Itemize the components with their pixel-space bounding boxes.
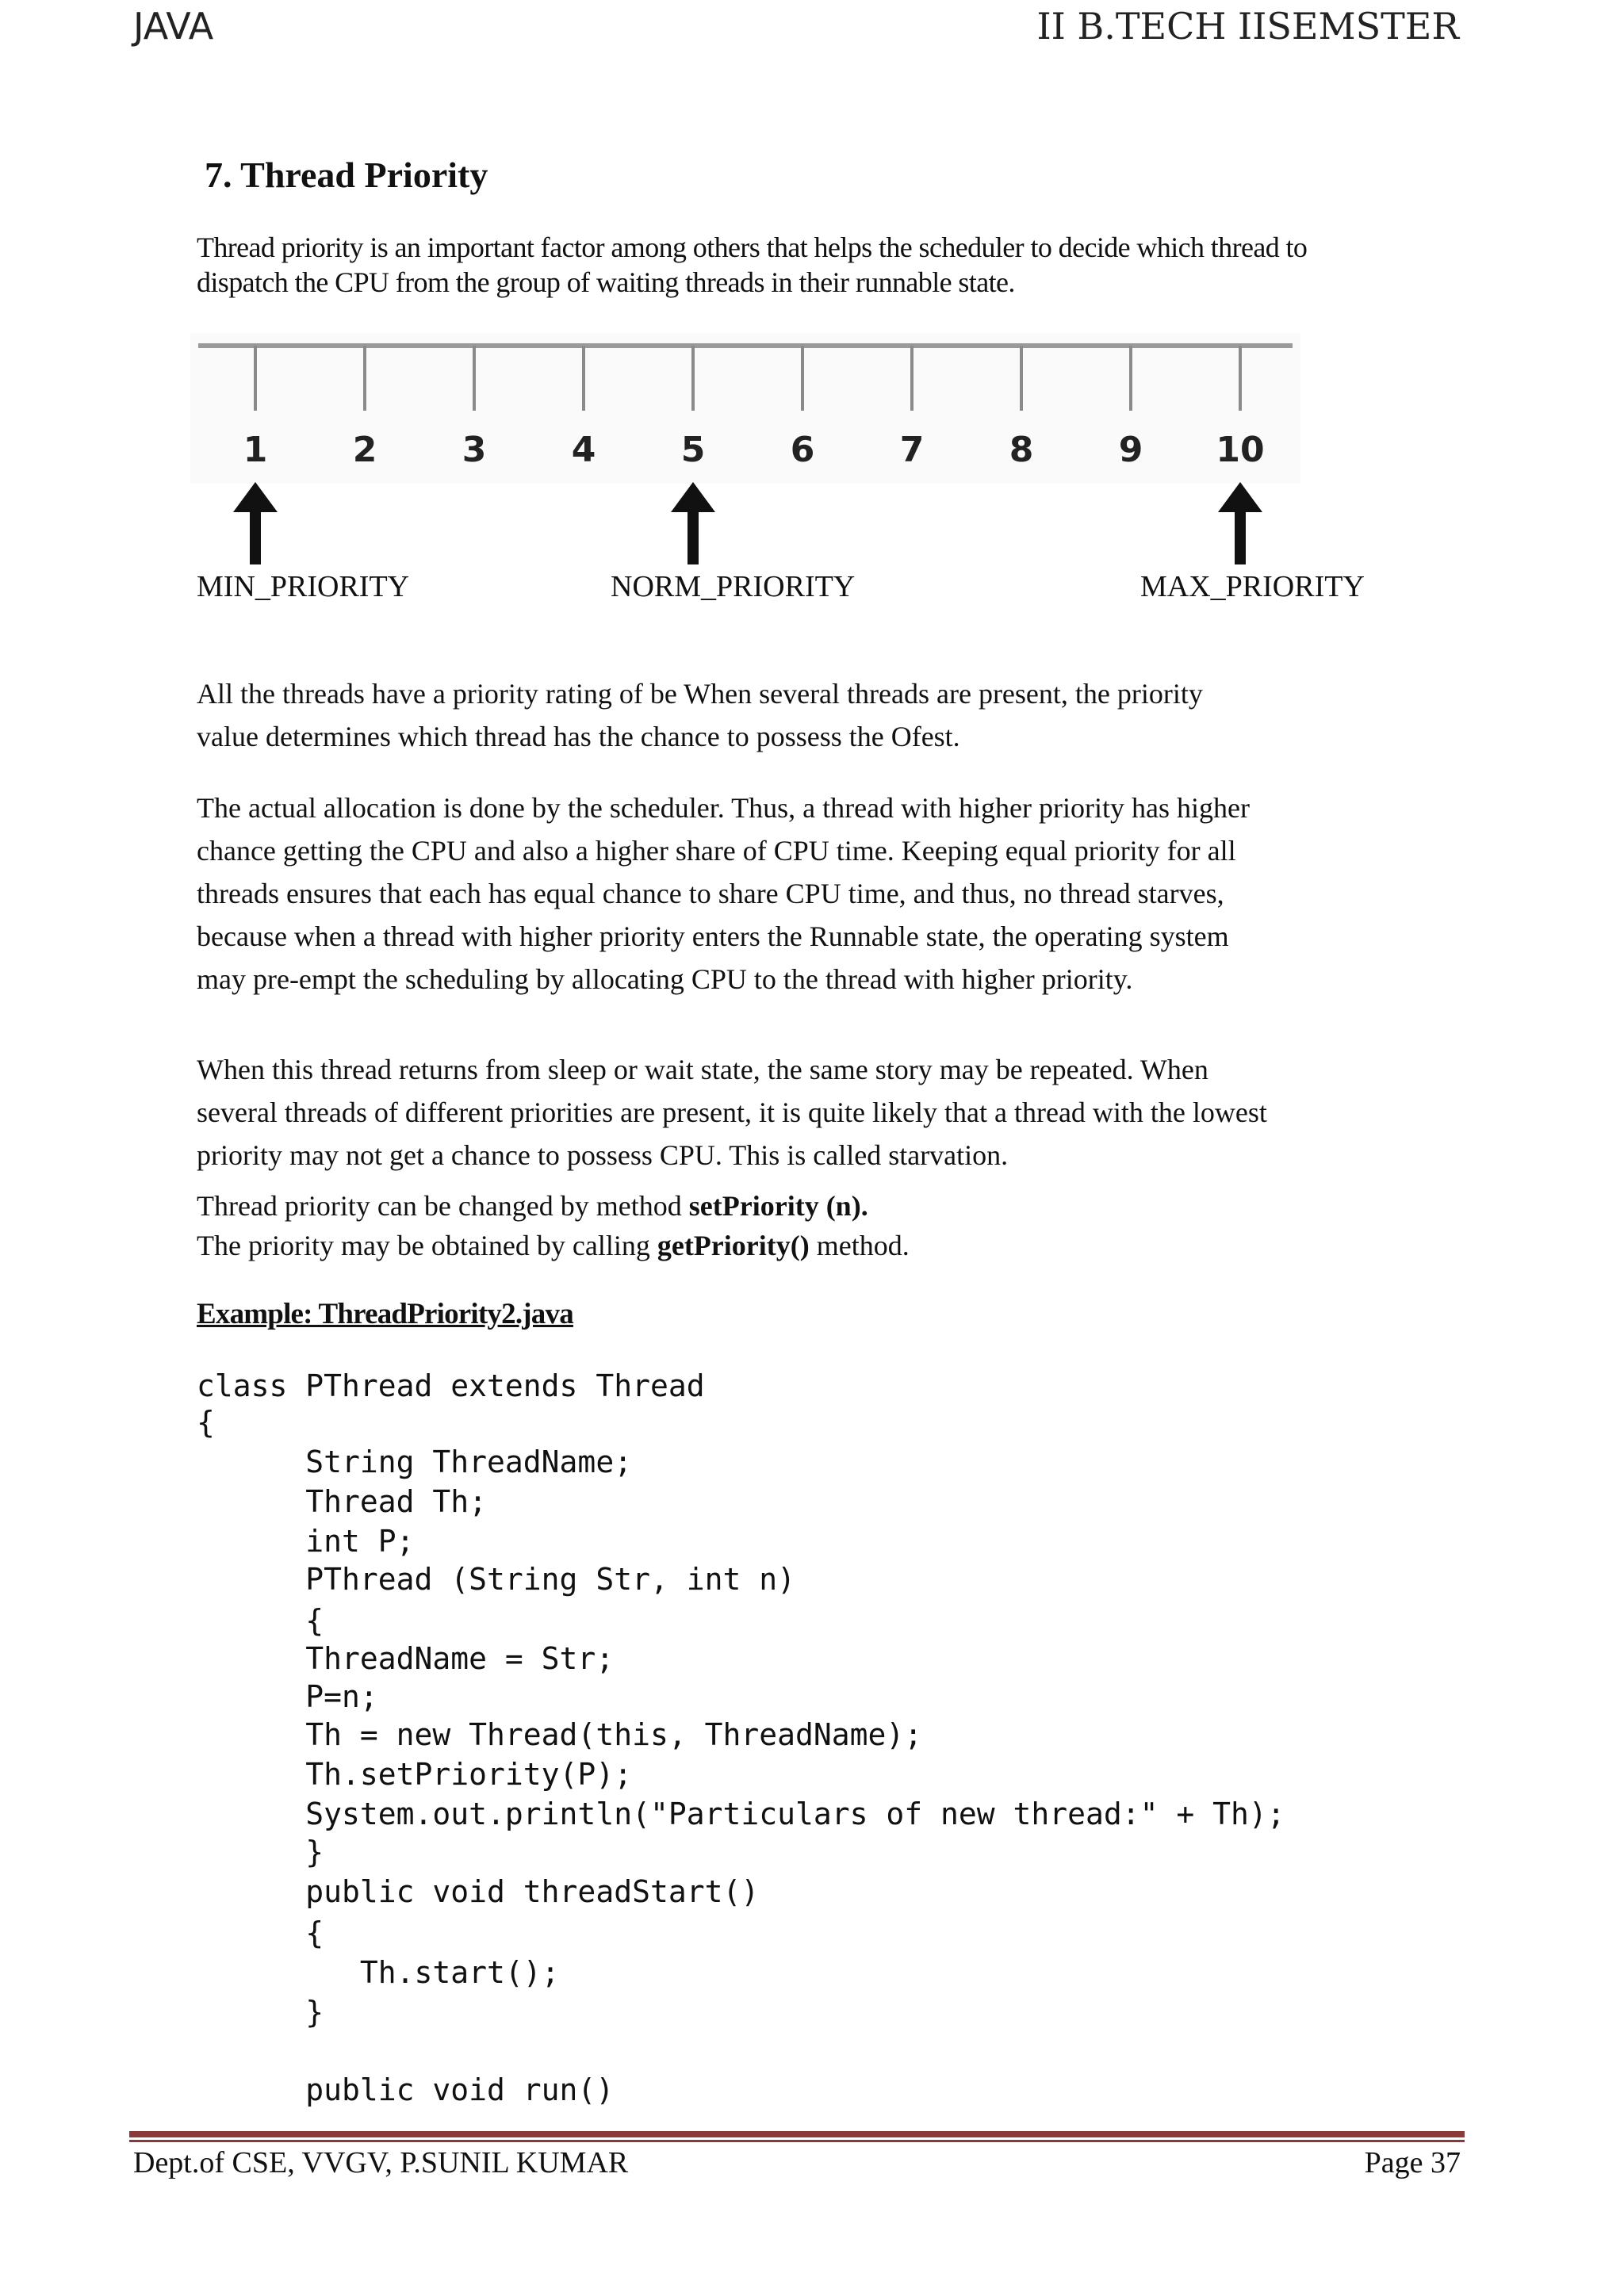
code-line: PThread (String Str, int n): [197, 1562, 795, 1597]
code-line: class PThread extends Thread: [197, 1368, 705, 1403]
code-line: public void run(): [197, 2072, 615, 2107]
code-line: Th.start();: [197, 1955, 560, 1990]
scale-number: 9: [1118, 430, 1143, 470]
paragraph-priority-rating: [197, 672, 1434, 758]
code-line: Th = new Thread(this, ThreadName);: [197, 1717, 923, 1752]
code-line: ThreadName = Str;: [197, 1641, 615, 1676]
set-priority-method: setPriority (n).: [688, 1190, 868, 1222]
text-line: All the threads have a priority rating of be When several threads are present, the priority: [197, 678, 1203, 710]
text-line: priority may not get a chance to possess CPU. This is called starvation.: [197, 1139, 1009, 1171]
code-line: String ThreadName;: [197, 1445, 633, 1479]
text-line: Thread priority is an important factor among others that helps the scheduler to decide which thread to: [197, 232, 1308, 263]
text-line: chance getting the CPU and also a higher share of CPU time. Keeping equal priority for all: [197, 835, 1236, 867]
header-course: II B.TECH IISEMSTER: [1036, 5, 1459, 48]
scale-number: 7: [899, 430, 925, 470]
code-line: }: [197, 1995, 324, 2030]
text-line: dispatch the CPU from the group of waiting threads in their runnable state.: [197, 266, 1015, 298]
priority-scale-figure: [190, 333, 1427, 630]
scale-number: 2: [352, 430, 377, 470]
scale-number: 4: [571, 430, 596, 470]
text-line: [197, 1226, 1434, 1265]
code-line: System.out.println("Particulars of new thread:" + Th);: [197, 1797, 1285, 1831]
paragraph-allocation: [197, 786, 1434, 1001]
code-line: }: [197, 1835, 324, 1869]
up-arrow-icon: [671, 482, 715, 564]
scale-number: 3: [462, 430, 487, 470]
paragraph-methods: [197, 1186, 1434, 1265]
max-priority-label: MAX_PRIORITY: [1140, 570, 1365, 603]
text-line: The actual allocation is done by the scheduler. Thus, a thread with higher priority has higher: [197, 792, 1250, 824]
code-line: P=n;: [197, 1679, 378, 1714]
min-priority-label: MIN_PRIORITY: [197, 570, 410, 603]
get-priority-method: getPriority(): [657, 1230, 810, 1261]
code-line: Th.setPriority(P);: [197, 1757, 633, 1792]
code-line: {: [197, 1405, 215, 1440]
up-arrow-icon: [233, 482, 278, 564]
page-number: Page 37: [1364, 2146, 1461, 2179]
scale-number: 10: [1216, 430, 1265, 470]
code-line: {: [197, 1915, 324, 1950]
scale-number: 1: [243, 430, 268, 470]
footer-rule: [129, 2131, 1465, 2145]
text-line: may pre-empt the scheduling by allocating CPU to the thread with higher priority.: [197, 963, 1133, 995]
section-title: 7. Thread Priority: [205, 155, 488, 195]
scale-number: 8: [1009, 430, 1034, 470]
text-line: When this thread returns from sleep or wait state, the same story may be repeated. When: [197, 1054, 1208, 1085]
norm-priority-label: NORM_PRIORITY: [611, 570, 856, 603]
method-text-tail: method.: [809, 1230, 910, 1261]
code-line: public void threadStart(): [197, 1874, 760, 1909]
code-line: Thread Th;: [197, 1484, 488, 1519]
text-line: [197, 1186, 1434, 1226]
paragraph-starvation: [197, 1048, 1434, 1177]
scale-number: 5: [680, 430, 706, 470]
text-line: value determines which thread has the chance to possess the Ofest.: [197, 721, 960, 752]
header-subject: JAVA: [133, 5, 214, 48]
text-line: threads ensures that each has equal chance to share CPU time, and thus, no thread starves,: [197, 878, 1224, 909]
example-heading: Example: ThreadPriority2.java: [197, 1298, 573, 1330]
footer-author: Dept.of CSE, VVGV, P.SUNIL KUMAR: [133, 2146, 629, 2179]
method-text: Thread priority can be changed by method: [197, 1190, 689, 1222]
method-text: The priority may be obtained by calling: [197, 1230, 657, 1261]
up-arrow-icon: [1218, 482, 1262, 564]
text-line: several threads of different priorities are present, it is quite likely that a thread with the lowest: [197, 1096, 1267, 1128]
scale-number: 6: [790, 430, 815, 470]
text-line: because when a thread with higher priority enters the Runnable state, the operating system: [197, 920, 1229, 952]
code-line: int P;: [197, 1524, 415, 1559]
intro-paragraph: [197, 230, 1434, 300]
code-line: {: [197, 1603, 324, 1638]
